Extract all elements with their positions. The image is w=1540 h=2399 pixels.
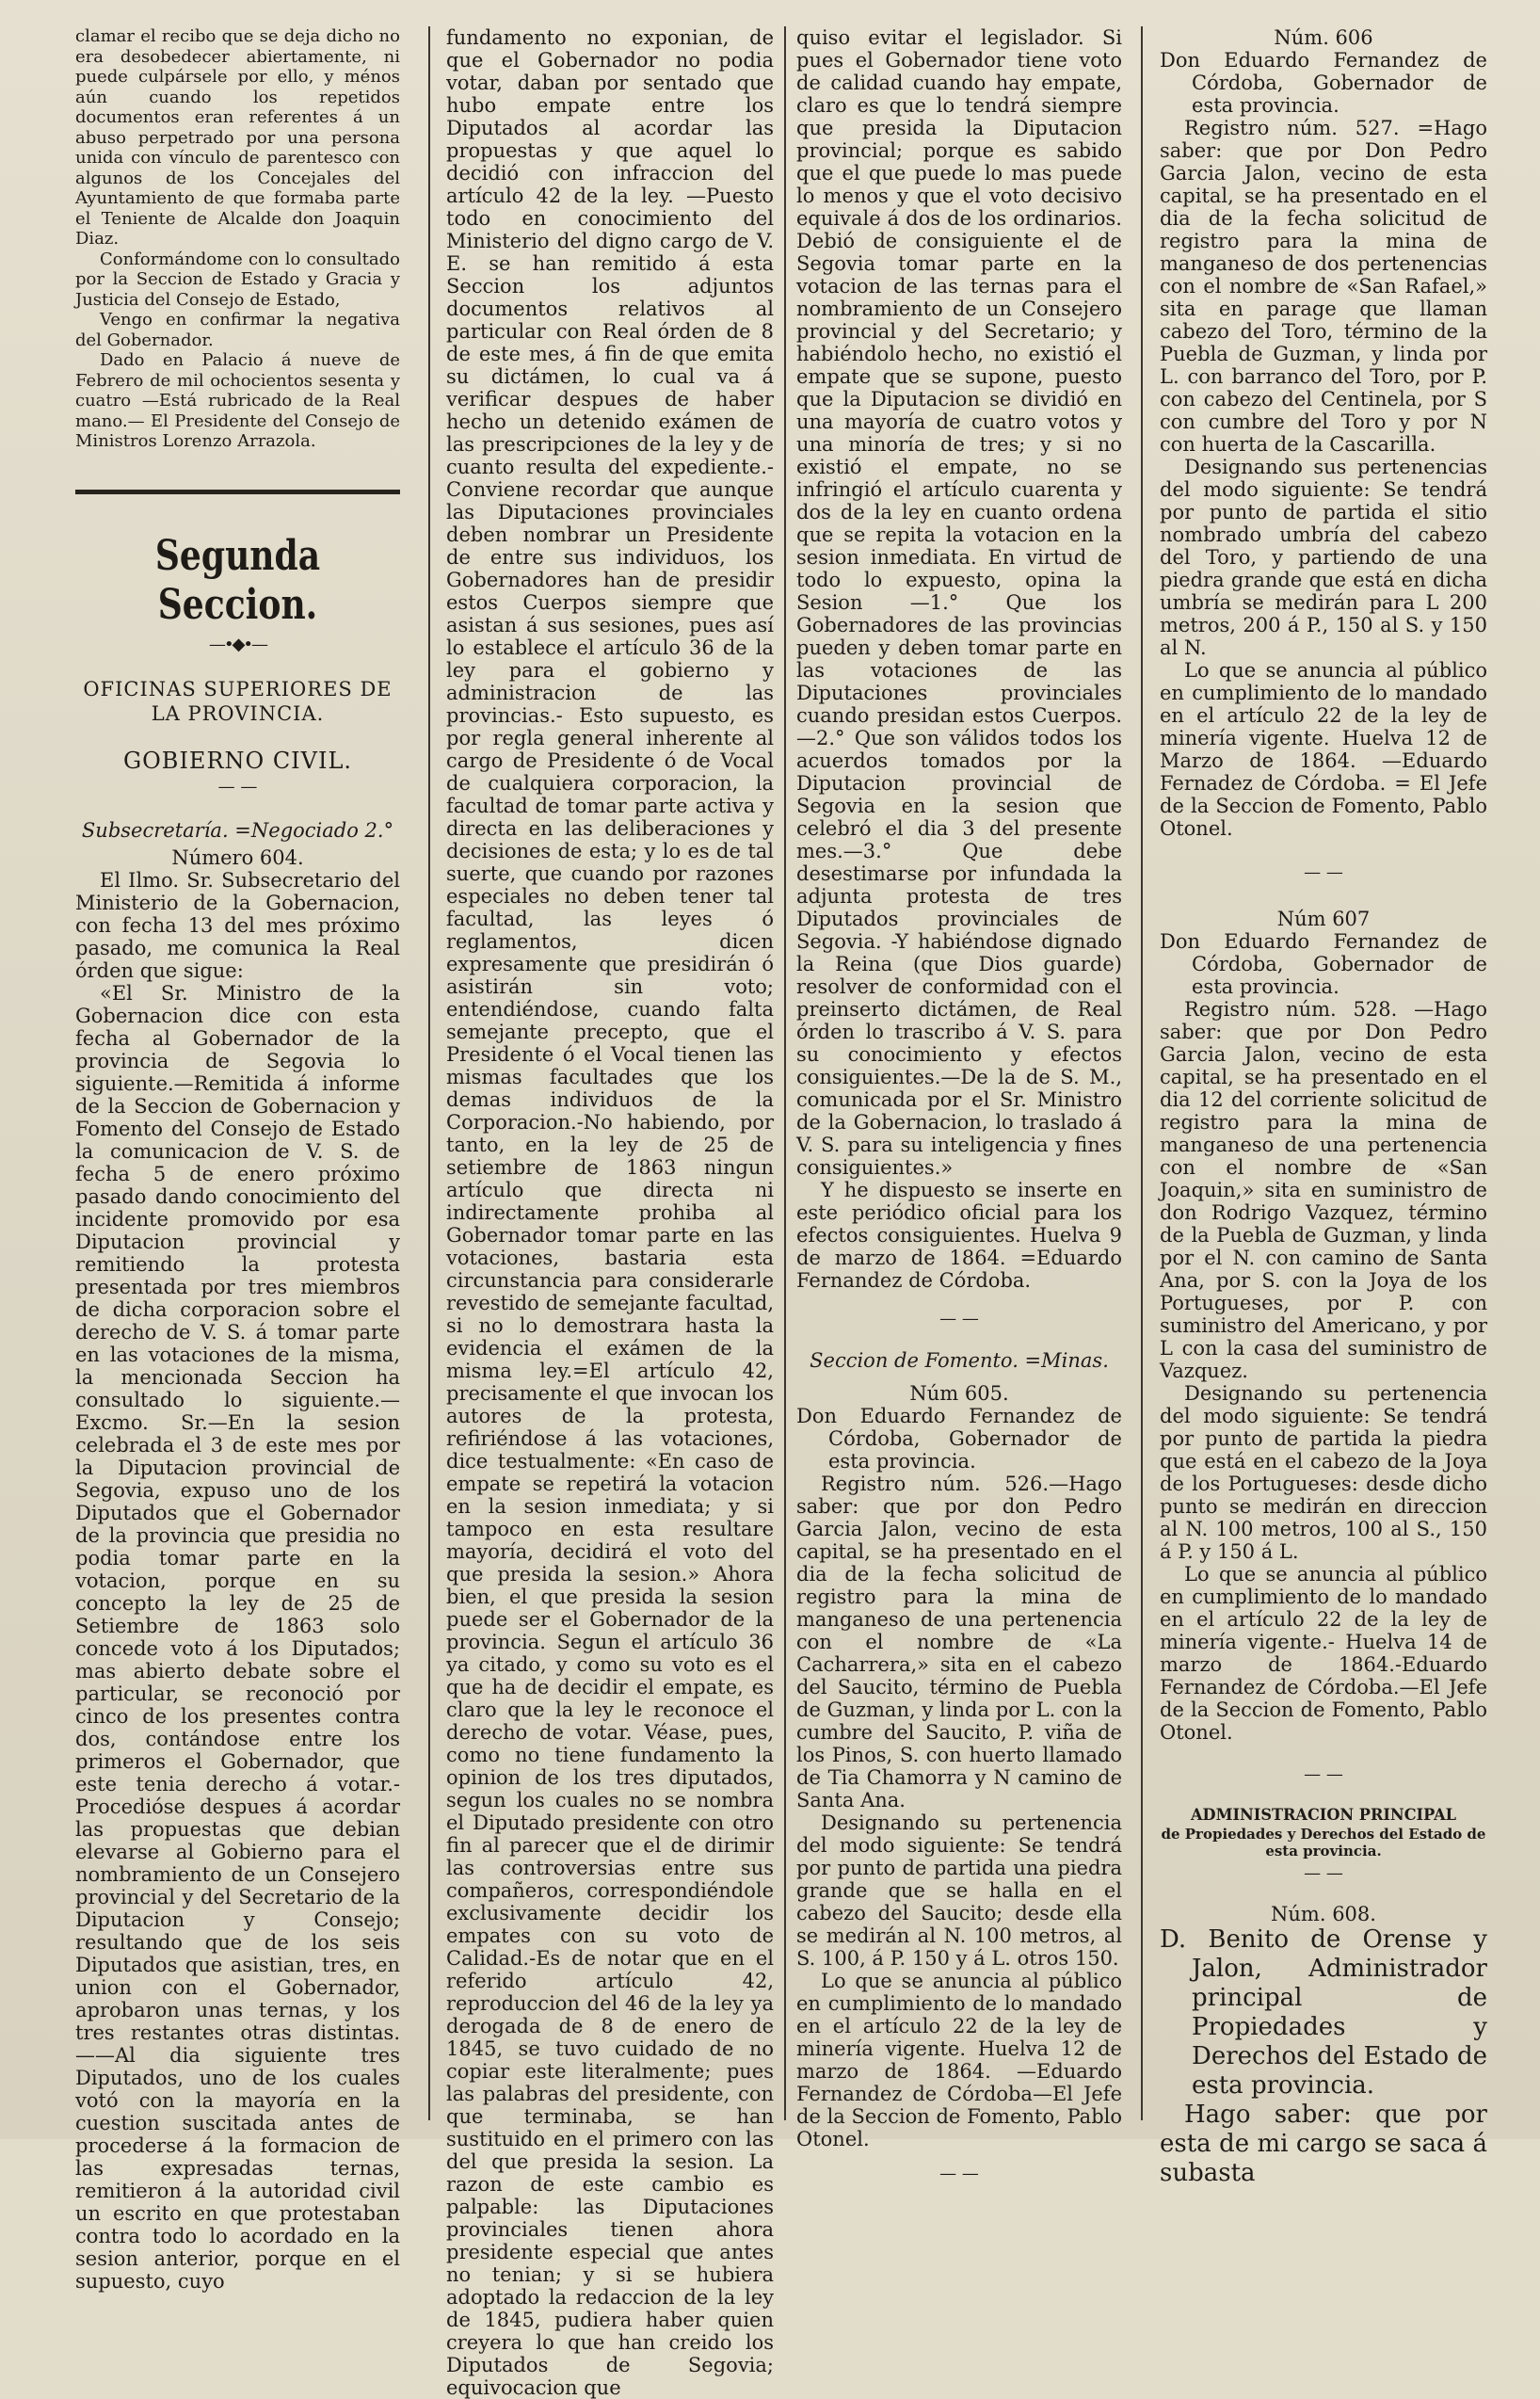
paragraph: Conformándome con lo consultado por la Seccion de Estado y Gracia y Justicia del Consejo de Estado,: [75, 249, 400, 310]
paragraph: Lo que se anuncia al público en cumplimiento de lo mandado en el artículo 22 de la ley de minería vigente. Huelva 12 de marzo de 1864. —Eduardo Fernandez de Córdoba—El Jefe de la Seccion de Fomento, Pablo Otonel.: [796, 1970, 1122, 2150]
subsec-line: Subsecretaría. =Negociado 2.°: [81, 818, 394, 842]
notice-number: Núm 605.: [909, 1382, 1009, 1405]
ornament: —•◆•—: [208, 634, 267, 654]
notice-number: Núm 607: [1276, 908, 1371, 930]
paragraph: Designando sus pertenencias del modo siguiente: Se tendrá por punto de partida el sitio nombrado umbría del cabezo del Toro, y partiendo de una piedra grande que está en dicha umbría se medirán para L 200 metros, 200 á P., 150 al S. y 150 al N.: [1160, 456, 1487, 659]
notice-number: Núm. 606: [1274, 26, 1373, 49]
paragraph: fundamento no exponian, de que el Gobernador no podia votar, daban por sentado que hubo empate entre los Diputados al acordar las propuestas y que aquel lo decidió con infraccion del artículo 42 de la ley. —Puesto todo en conocimiento del Ministerio del digno cargo de V. E. se han remitido á esta Seccion los adjuntos documentos relativos al particular con Real órden de 8 de este mes, á fin de que emita su dictámen, lo cual va á verificar despues de haber hecho un detenido exámen de las prescripciones de la ley y de cuanto resulta del expediente.-Conviene recordar que aunque las Diputaciones provinciales deben nombrar un Presidente de entre sus individuos, los Gobernadores han de presidir estos Cuerpos siempre que asistan á sus sesiones, pues así lo establece el artículo 36 de la ley para el gobierno y administracion de las provincias.- Esto supuesto, es por regla general inherente al cargo de Presidente ó de Vocal de cualquiera corporacion, la facultad de tomar parte activa y directa en las deliberaciones y decisiones de esta; y lo es de tal suerte, que cuando por razones especiales no deben tener tal facultad, las leyes ó reglamentos, dicen expresamente que presidirán ó asistirán sin voto; entendiéndose, cuando falta semejante precepto, que el Presidente ó el Vocal tienen las mismas facultades que los demas individuos de la Corporacion.-No habiendo, por tanto, en la ley de 25 de setiembre de 1863 ningun artículo que directa ni indirectamente prohiba al Gobernador tomar parte en las votaciones, bastaria esta circunstancia para considerarle revestido de semejante facultad, si no lo demostrara hasta la evidencia el exámen de la misma ley.=El artículo 42, precisamente el que invocan los autores de la protesta, refiriéndose á las votaciones, dice testualmente: «En caso de empate se repetirá la votacion en la sesion inmediata; y si tampoco en esta resultare mayoría, decidirá el voto del que presida la sesion.» Ahora bien, el que presida la sesion puede ser el Gobernador de la provincia. Segun el artículo 36 ya citado, y como su voto es el que ha de decidir el empate, es claro que la ley le reconoce el derecho de votar. Véase, pues, como no tiene fundamento la opinion de los tres diputados, segun los cuales no se nombra el Diputado presidente con otro fin al parecer que el de dirimir las controversias entre sus compañeros, correspondiéndole exclusivamente decidir los empates con su voto de Calidad.-Es de notar que en el referido artículo 42, reproduccion del 46 de la ley ya derogada de 8 de enero de 1845, se tuvo cuidado de no copiar este literalmente; pues las palabras del presidente, con que terminaba, se han sustituido en el primero con las del que presida la sesion. La razon de este cambio es palpable: las Diputaciones provinciales tienen ahora presidente especial que antes no tenian; y si se hubiera adoptado la redaccion de la ley de 1845, pudiera haber quien creyera lo que han creido los Diputados de Segovia; equivocacion que: [446, 26, 774, 2399]
paragraph: Lo que se anuncia al público en cumplimiento de lo mandado en el artículo 22 de la ley de minería vigente. Huelva 12 de Marzo de 1864. —Eduardo Fernadez de Córdoba. = El Jefe de la Seccion de Fomento, Pablo Otonel.: [1160, 659, 1487, 840]
divider-dash: — —: [1304, 1764, 1343, 1784]
notice-header: Don Eduardo Fernandez de Córdoba, Gobernador de esta provincia.: [1160, 930, 1487, 998]
column-rule: [1141, 26, 1143, 2120]
column-4: [1160, 26, 1487, 2187]
divider-dash: — —: [939, 2164, 979, 2183]
paragraph: «El Sr. Ministro de la Gobernacion dice con esta fecha al Gobernador de la provincia de Segovia lo siguiente.—Remitida á informe de la Seccion de Gobernacion y Fomento del Consejo de Estado la comunicacion de V. S. de fecha 5 de enero próximo pasado dando conocimiento del incidente promovido por esa Diputacion provincial y remitiendo la protesta presentada por tres miembros de dicha corporacion sobre el derecho de V. S. á tomar parte en las votaciones de la misma, la mencionada Seccion ha consultado lo siguiente.—Excmo. Sr.—En la sesion celebrada el 3 de este mes por la Diputacion provincial de Segovia, expuso uno de los Diputados que el Gobernador de la provincia que presidia no podia tomar parte en la votacion, porque en su concepto la ley de 25 de Setiembre de 1863 solo concede voto á los Diputados; mas abierto debate sobre el particular, se reconoció por cinco de los presentes contra dos, contándose entre los primeros el Gobernador, que este tenia derecho á votar.-Procedióse despues á acordar las propuestas que debian elevarse al Gobierno para el nombramiento de un Consejero provincial y del Secretario de la Diputacion y Consejo; resultando que de los seis Diputados que asistian, tres, en union con el Gobernador, aprobaron unas ternas, y los tres restantes otras distintas.——Al dia siguiente tres Diputados, uno de los cuales votó con la mayoría en la cuestion suscitada antes de procederse á la formacion de las expresadas ternas, remitieron á la autoridad civil un escrito en que protestaban contra todo lo acordado en la sesion anterior, porque en el supuesto, cuyo: [75, 981, 400, 2293]
paragraph: Designando su pertenencia del modo siguiente: Se tendrá por punto de partida la piedra que está en el cabezo de la Joya de los Portugueses: desde dicho punto se medirán en direccion al N. 100 metros, 100 al S., 150 á P. y 150 á L.: [1160, 1382, 1487, 1563]
section-title: Segunda Seccion.: [154, 531, 321, 629]
paragraph: Designando su pertenencia del modo siguiente: Se tendrá por punto de partida una piedra grande que se halla en el cabezo del Saucito; desde ella se medirán al N. 100 metros, al S. 100, á P. 150 y á L. otros 150.: [796, 1811, 1122, 1970]
paragraph: quiso evitar el legislador. Si pues el Gobernador tiene voto de calidad cuando hay empate, claro es que lo tendrá siempre que presida la Diputacion provincial; porque es sabido que el que puede lo mas puede lo menos y que el voto decisivo equivale á dos de los ordinarios. Debió de consiguiente el de Segovia tomar parte en la votacion de las ternas para el nombramiento de un Consejero provincial y del Secretario; y habiéndolo hecho, no existió el empate que se supone, puesto que la Diputacion se dividió en una mayoría de cuatro votos y una minoría de tres; y si no existió el empate, no se infringió el artículo cuarenta y dos de la ley en cuanto ordena que se repita la votacion en la sesion inmediata. En virtud de todo lo expuesto, opina la Sesion —1.° Que los Gobernadores de las provincias pueden y deben tomar parte en las votaciones de las Diputaciones provinciales cuando presidan estos Cuerpos.—2.° Que son válidos todos los acuerdos tomados por la Diputacion provincial de Segovia en la sesion que celebró el dia 3 del presente mes.—3.° Que debe desestimarse por infundada la adjunta protesta de tres Diputados provinciales de Segovia. -Y habiéndose dignado la Reina (que Dios guarde) resolver de conformidad con el preinserto dictámen, de Real órden lo trascribo á V. S. para su conocimiento y efectos consiguientes.—De la de S. M., comunicada por el Sr. Ministro de la Gobernacion, lo traslado á V. S. para su inteligencia y fines consiguientes.»: [796, 26, 1122, 1179]
offices-heading: OFICINAS SUPERIORES DE LA PROVINCIA.: [83, 677, 393, 725]
paragraph: Hago saber: que por esta de mi cargo se saca á subasta: [1160, 2101, 1487, 2187]
paragraph: Registro núm. 528. —Hago saber: que por Don Pedro Garcia Jalon, vecino de esta capital, se ha presentado en el dia 12 del corriente solicitud de registro para la mina de manganeso de una pertenencia con el nombre de «San Joaquin,» sita en suministro de don Rodrigo Vazquez, término de la Puebla de Guzman, y linda por el N. con camino de Santa Ana, por S. con la Joya de los Portugueses, por P. con suministro del Americano, y por L con la casa del suministro de Vazquez.: [1160, 998, 1487, 1382]
divider-dash: — —: [217, 776, 258, 797]
paragraph: Vengo en confirmar la negativa del Gobernador.: [75, 310, 400, 350]
notice-header: D. Benito de Orense y Jalon, Administrador principal de Propiedades y Derechos del Estado de esta provincia.: [1160, 1925, 1487, 2100]
notice-header: Don Eduardo Fernandez de Córdoba, Gobernador de esta provincia.: [1160, 49, 1487, 117]
admin-heading: ADMINISTRACION PRINCIPAL: [1191, 1806, 1456, 1825]
column-rule: [428, 26, 430, 2120]
column-2: [446, 26, 774, 2399]
section-heading: Seccion de Fomento. =Minas.: [810, 1349, 1109, 1372]
column-3: [796, 26, 1122, 2183]
notice-608: [1160, 1925, 1487, 2188]
divider-dash: — —: [1304, 1863, 1343, 1883]
notice-number: Número 604.: [171, 845, 304, 869]
notice-number: Núm. 608.: [1271, 1903, 1376, 1925]
paragraph: clamar el recibo que se deja dicho no era desobedecer abiertamente, ni puede culpársele por ello, y ménos aún cuando los repetidos documentos eran referentes á un abuso perpetrado por una persona unida con vínculo de parentesco con algunos de los Concejales del Ayuntamiento de que formaba parte el Teniente de Alcalde don Joaquin Diaz.: [75, 26, 400, 249]
section-divider: [75, 490, 400, 494]
admin-subheading: de Propiedades y Derechos del Estado de esta provincia.: [1161, 1826, 1486, 1860]
column-1: [75, 26, 400, 2293]
notice-header: Don Eduardo Fernandez de Córdoba, Gobernador de esta provincia.: [796, 1405, 1122, 1473]
paragraph: Registro núm. 526.—Hago saber: que por don Pedro Garcia Jalon, vecino de esta capital, se ha presentado en el dia de la fecha solicitud de registro para la mina de manganeso de una pertenencia con el nombre de «La Cacharrera,» sita en el cabezo del Saucito, término de Puebla de Guzman, y linda por L. con la cumbre del Saucito, P. viña de los Pinos, S. con huerto llamado de Tia Chamorra y N camino de Santa Ana.: [796, 1473, 1122, 1811]
paragraph: El Ilmo. Sr. Subsecretario del Ministerio de la Gobernacion, con fecha 13 del mes próximo pasado, me comunica la Real órden que sigue:: [75, 868, 400, 982]
column-rule: [784, 26, 786, 2120]
paragraph: Y he dispuesto se inserte en este periódico oficial para los efectos consiguientes. Huelva 9 de marzo de 1864. =Eduardo Fernandez de Córdoba.: [796, 1179, 1122, 1292]
paragraph: Lo que se anuncia al público en cumplimiento de lo mandado en el artículo 22 de la ley de minería vigente.- Huelva 14 de marzo de 1864.-Eduardo Fernandez de Córdoba.—El Jefe de la Seccion de Fomento, Pablo Otonel.: [1160, 1563, 1487, 1744]
divider-dash: — —: [939, 1309, 979, 1328]
paragraph: Registro núm. 527. =Hago saber: que por Don Pedro Garcia Jalon, vecino de esta capital, se ha presentado en el dia de la fecha solicitud de registro para la mina de manganeso de dos pertenencias con el nombre de «San Rafael,» sita en parage que llaman cabezo del Toro, término de la Puebla de Guzman, y linda por L. con barranco del Toro, por P. con cabezo del Centinela, por S con cumbre del Toro y por N con huerta de la Cascarilla.: [1160, 117, 1487, 456]
gov-heading: GOBIERNO CIVIL.: [122, 747, 353, 774]
paragraph: Dado en Palacio á nueve de Febrero de mil ochocientos sesenta y cuatro —Está rubricado de la Real mano.— El Presidente del Consejo de Ministros Lorenzo Arrazola.: [75, 350, 400, 451]
decree-ending: [75, 26, 400, 452]
divider-dash: — —: [1304, 862, 1343, 882]
